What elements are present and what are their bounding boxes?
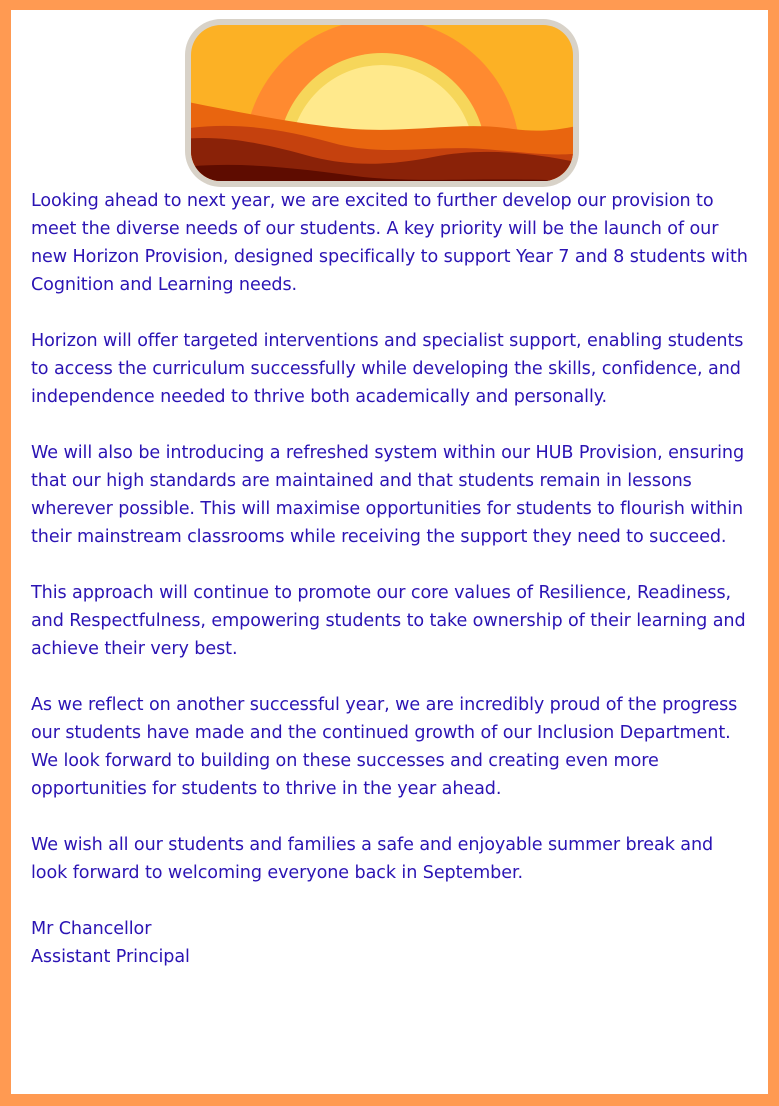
signoff-name: Mr Chancellor bbox=[31, 919, 152, 939]
signoff bbox=[31, 915, 751, 971]
paragraph-horizon: Horizon will offer targeted interventions and specialist support, enabling students to access the curriculum successfully while developing the skills, confidence, and independence needed to thrive both academically and personally. bbox=[31, 331, 744, 407]
signoff-title: Assistant Principal bbox=[31, 947, 190, 967]
paragraph-summer-wishes: We wish all our students and families a safe and enjoyable summer break and look forward to welcoming everyone back in September. bbox=[31, 835, 714, 883]
sunset-icon bbox=[183, 17, 581, 189]
paragraph-reflection: As we reflect on another successful year, we are incredibly proud of the progress our students have made and the continued growth of our Inclusion Department. We look forward to building on these successes and creating even more opportunities for students to thrive in the year ahead. bbox=[31, 695, 738, 799]
newsletter-page bbox=[11, 10, 768, 1094]
letter-body bbox=[31, 187, 751, 971]
paragraph-next-year: Looking ahead to next year, we are excited to further develop our provision to meet the diverse needs of our students. A key priority will be the launch of our new Horizon Provision, designed specifically to support Year 7 and 8 students with Cognition and Learning needs. bbox=[31, 191, 748, 295]
paragraph-core-values: This approach will continue to promote our core values of Resilience, Readiness, and Respectfulness, empowering students to take ownership of their learning and achieve their very best. bbox=[31, 583, 746, 659]
paragraph-hub-provision: We will also be introducing a refreshed system within our HUB Provision, ensuring that our high standards are maintained and that students remain in lessons wherever possible. This will maximise opportunities for students to flourish within their mainstream classrooms while receiving the support they need to succeed. bbox=[31, 443, 745, 547]
